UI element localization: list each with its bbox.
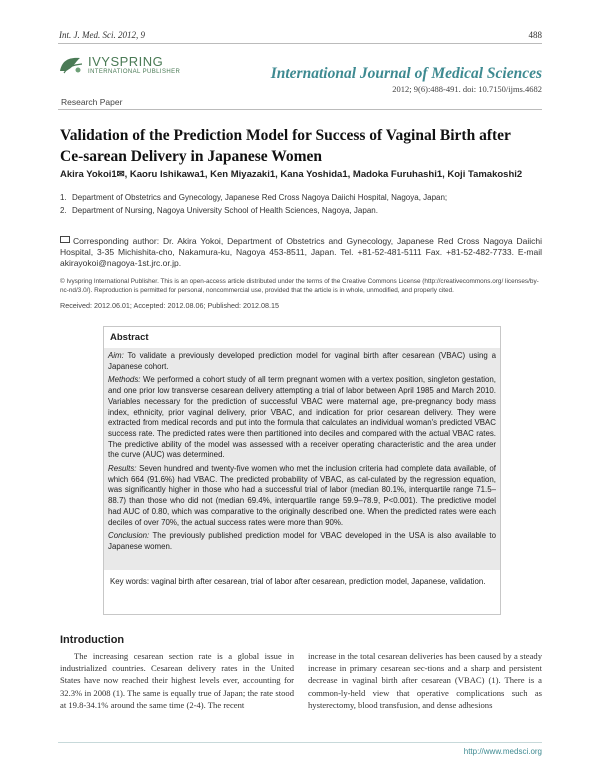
intro-column-right: increase in the total cesarean deliveries has been caused by a steady increase in primary cesarean sec-tions and a sharp and persistent decrease in vaginal birth after cesarean (VBAC) (1). There is a common-ly-held view that operative complications such as hysterectomy, blood transfusion, and dense adhesions bbox=[308, 651, 542, 710]
corresponding-author bbox=[60, 236, 542, 269]
footer-link[interactable]: http://www.medsci.org bbox=[463, 747, 542, 756]
running-header-journal: Int. J. Med. Sci. 2012, 9 bbox=[59, 30, 145, 40]
abstract-results: Results: Seven hundred and twenty-five women who met the inclusion criteria had complete data available, of which 664 (91.6%) had VBAC. The predicted probability of VBAC, as cal-culated by the regression equation, was significantly higher in those who had a successful trial of labor (median 80.1%, interquartile range 71.5–88.7) than those who did not (median 69.4%, interquartile range 59.9–78.9, P<0.001). The predictive model had AUC of 0.80, which was comparative to the originally described one. When the predicted rates were each deciles of over 70%, the actual success rates were more than 90%. bbox=[108, 464, 496, 527]
affiliation-item bbox=[60, 206, 378, 215]
methods-label: Methods: bbox=[108, 375, 141, 385]
copyright-notice: © Ivyspring International Publisher. This is an open-access article distributed under the terms of the Creative Commons License (http://creativecommons.org/ licenses/by-nc-nd/3.0/). Reproduction is permitted for personal, noncommercial use, provided that the article is in whole, unmodified, and properly cited. bbox=[60, 278, 539, 294]
abstract-conclusion: Conclusion: The previously published prediction model for VBAC developed in the USA is also available to Japanese women. bbox=[108, 531, 496, 551]
abstract-aim: Aim: To validate a previously developed prediction model for vaginal birth after cesarean (VBAC) using a Japanese cohort. bbox=[108, 351, 496, 371]
header-divider bbox=[58, 43, 542, 44]
envelope-icon bbox=[60, 236, 70, 243]
aim-label: Aim: bbox=[108, 351, 124, 360]
citation-line: 2012; 9(6):488-491. doi: 10.7150/ijms.4682 bbox=[392, 84, 542, 94]
abstract-box bbox=[103, 326, 501, 615]
affiliation-number: 1. bbox=[60, 193, 67, 202]
affiliation-number: 2. bbox=[60, 206, 67, 215]
intro-column-left: The increasing cesarean section rate is a global issue in industrialized countries. Cesarean delivery rates in the United States have now reached their highest levels ever, accounting for 32.3% in 2008 (1). The same is equally true of Japan; the rate stood at 19.8-34.1% around the same time (2-4). The recent bbox=[60, 651, 294, 710]
publisher-name: IVYSPRING bbox=[88, 54, 164, 69]
journal-title: International Journal of Medical Sciences bbox=[270, 65, 542, 82]
publisher-subtitle: INTERNATIONAL PUBLISHER bbox=[88, 69, 181, 75]
affiliation-text: Department of Nursing, Nagoya University School of Health Sciences, Nagoya, Japan. bbox=[72, 206, 378, 215]
affiliation-text: Department of Obstetrics and Gynecology, Japanese Red Cross Nagoya Daiichi Hospital, Nagoya, Japan; bbox=[72, 193, 448, 202]
conclusion-label: Conclusion: bbox=[108, 531, 150, 541]
page-number: 488 bbox=[528, 30, 542, 40]
results-label: Results: bbox=[108, 464, 137, 474]
publication-dates: Received: 2012.06.01; Accepted: 2012.08.06; Published: 2012.08.15 bbox=[60, 301, 279, 310]
corresponding-text: Corresponding author: Dr. Akira Yokoi, Department of Obstetrics and Gynecology, Japanese Red Cross Nagoya Daiichi Hospital, 3-35 Michishita-cho, Nakamura-ku, Nagoya 453-8511, Japan. Tel. +81-52-481-5111 Fax. +81-52-482-7733. E-mail akirayokoi@nagoya-1st.jrc.or.jp. bbox=[60, 236, 542, 268]
publisher-logo bbox=[58, 53, 208, 85]
footer-divider bbox=[58, 742, 542, 743]
section-heading-introduction: Introduction bbox=[60, 634, 125, 646]
title-divider bbox=[58, 109, 542, 110]
article-title: Validation of the Prediction Model for Success of Vaginal Birth after Ce-sarean Delivery in Japanese Women bbox=[60, 127, 511, 165]
abstract-body bbox=[104, 348, 500, 570]
affiliation-item bbox=[60, 193, 447, 202]
abstract-heading: Abstract bbox=[110, 332, 149, 343]
abstract-methods: Methods: We performed a cohort study of all term pregnant women with a vertex position, singleton gestation, and one prior low transverse cesarean delivery attempting a trial of labor between April 1985 and March 2010. Variables necessary for the prediction of successful VBAC were maternal age, pre-pregnancy body mass index, ethnicity, prior vaginal delivery, prior VBAC, and indication for prior cesarean delivery. They were extracted from medical records and put into the formula that calculates an individual woman's predicted VBAC success rate. The predicted rates were then partitioned into deciles and compared with the actual VBAC rates. The predictive ability of the model was assessed with a receiver operating characteristic and the area under the curve (AUC) was determined. bbox=[108, 375, 496, 460]
author-list: Akira Yokoi1✉, Kaoru Ishikawa1, Ken Miyazaki1, Kana Yoshida1, Madoka Furuhashi1, Koji Tamakoshi2 bbox=[60, 169, 523, 180]
keywords: Key words: vaginal birth after cesarean, trial of labor after cesarean, prediction model, Japanese, validation. bbox=[110, 577, 486, 586]
ivy-leaf-icon bbox=[58, 55, 84, 75]
article-type: Research Paper bbox=[61, 97, 123, 107]
